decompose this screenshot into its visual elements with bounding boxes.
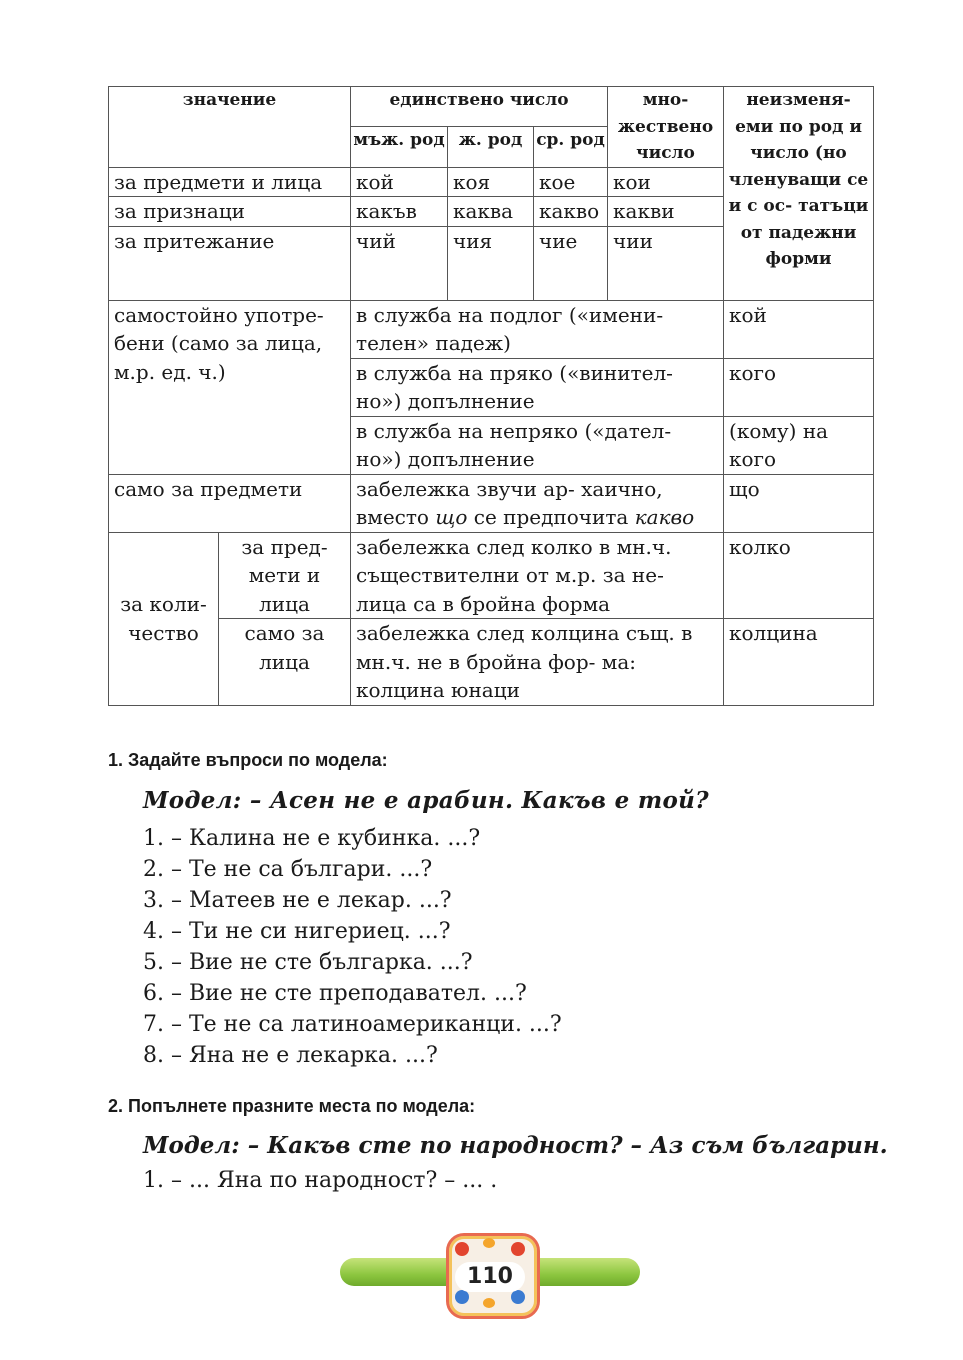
note-emphasis: що (435, 505, 468, 529)
exercise1-model: Модел: – Асен не е арабин. Какъв е той? (143, 787, 709, 814)
table-row (109, 619, 874, 706)
exercise1-list (143, 823, 562, 1071)
list-item: 2. – Те не са българи. ...? (143, 857, 433, 882)
exercise2-model: Модел: – Какъв сте по народност? – Аз съм българин. (143, 1132, 888, 1159)
masc-cell: какъв (351, 197, 448, 227)
form-cell: колцина (724, 619, 874, 706)
masc-cell: чий (351, 226, 448, 300)
list-item: 7. – Те не са латиноамериканци. ...? (143, 1012, 562, 1037)
form-cell: що (724, 474, 874, 532)
plural-cell: какви (608, 197, 724, 227)
list-item: 3. – Матеев не е лекар. ...? (143, 888, 452, 913)
neut-cell: какво (534, 197, 608, 227)
function-cell: забележка след колко в мн.ч. съществителни от м.р. за не- лица са в бройна форма (351, 532, 724, 619)
masc-cell: кой (351, 167, 448, 197)
form-cell: колко (724, 532, 874, 619)
meaning-cell: за предмети и лица (109, 167, 351, 197)
independent-label: самостойно употре- бени (само за лица, м.р. ед. ч.) (109, 300, 351, 474)
list-item: 5. – Вие не сте българка. ...? (143, 950, 473, 975)
quantity-sub-label: само за лица (219, 619, 351, 706)
plural-cell: кои (608, 167, 724, 197)
header-singular: единствено число (351, 87, 608, 127)
objects-label: само за предмети (109, 474, 351, 532)
header-meaning: значение (109, 87, 351, 168)
meaning-cell: за притежание (109, 226, 351, 300)
table-row (109, 474, 874, 532)
header-neuter: ср. род (534, 127, 608, 167)
page-number: 110 (455, 1262, 525, 1292)
form-cell: кого (724, 358, 874, 416)
exercise2-heading: 2. Попълнете празните места по модела: (108, 1096, 476, 1116)
plural-cell: чии (608, 226, 724, 300)
table-row (109, 532, 874, 619)
quantity-sub-label: за пред- мети и лица (219, 532, 351, 619)
pronoun-table (108, 86, 874, 706)
header-invariable: неизменя- еми по род и число (но членуващи се и с ос- татъци от падежни форми (724, 87, 874, 301)
fem-cell: коя (448, 167, 534, 197)
form-cell: кой (724, 300, 874, 358)
header-feminine: ж. род (448, 127, 534, 167)
fem-cell: чия (448, 226, 534, 300)
exercise1-heading: 1. Задайте въпроси по модела: (108, 750, 388, 770)
page-footer (340, 1228, 640, 1318)
neut-cell: чие (534, 226, 608, 300)
table-row (109, 300, 874, 358)
note-emphasis: какво (634, 505, 695, 529)
note-text: се предпочита (467, 505, 635, 529)
function-cell: забележка след колцина същ. в мн.ч. не в бройна фор- ма: колцина юнаци (351, 619, 724, 706)
function-cell: в служба на непряко («дател- но») допълнение (351, 416, 724, 474)
fem-cell: каква (448, 197, 534, 227)
neut-cell: кое (534, 167, 608, 197)
list-item: 6. – Вие не сте преподавател. ...? (143, 981, 527, 1006)
exercise2-item: 1. – ... Яна по народност? – ... . (143, 1168, 498, 1193)
quantity-label: за коли- чество (109, 532, 219, 705)
list-item: 8. – Яна не е лекарка. ...? (143, 1043, 438, 1068)
meaning-cell: за признаци (109, 197, 351, 227)
header-plural: мно- жествено число (608, 87, 724, 168)
form-cell: (кому) на кого (724, 416, 874, 474)
list-item: 1. – Калина не е кубинка. ...? (143, 826, 481, 851)
objects-note (351, 474, 724, 532)
function-cell: в служба на пряко («винител- но») допълнение (351, 358, 724, 416)
function-cell: в служба на подлог («имени- телен» падеж) (351, 300, 724, 358)
header-masculine: мъж. род (351, 127, 448, 167)
list-item: 4. – Ти не си нигериец. ...? (143, 919, 451, 944)
note-text: забележка звучи ар- хаично, вместо (356, 476, 663, 529)
